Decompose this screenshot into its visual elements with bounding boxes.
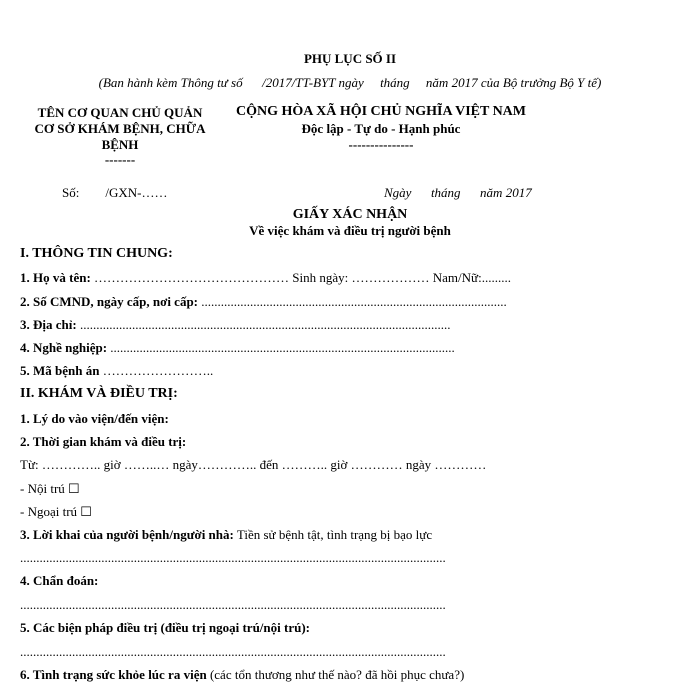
- section-2-heading: II. KHÁM VÀ ĐIỀU TRỊ:: [20, 386, 178, 401]
- nation-motto: Độc lập - Tự do - Hạnh phúc: [301, 121, 461, 136]
- record-label: 5. Mã bệnh án: [20, 363, 100, 378]
- treatment-label: 5. Các biện pháp điều trị (điều trị ngoại trú/nội trú):: [20, 620, 310, 635]
- gender-label: Nam/Nữ:.........: [432, 270, 511, 285]
- agency-rule: -------: [104, 152, 136, 167]
- record-dots: ……………………..: [99, 363, 214, 378]
- agency-line-3: BỆNH: [101, 137, 139, 152]
- document-date: Ngày tháng năm 2017: [384, 185, 532, 200]
- job-dots: ..........................................................................................................: [107, 340, 455, 355]
- time-line: Từ: ………….. giờ ……..… ngày………….. đến ……….. giờ ………… ngày …………: [20, 457, 487, 472]
- nation-name: CỘNG HÒA XÃ HỘI CHỦ NGHĨA VIỆT NAM: [235, 104, 526, 119]
- id-dots: ..............................................................................................: [198, 294, 507, 309]
- dob-label: Sinh ngày:: [292, 270, 349, 285]
- outpatient-option[interactable]: - Ngoại trú ☐: [20, 504, 92, 519]
- nation-rule: ---------------: [348, 137, 414, 152]
- document-subtitle: Về việc khám và điều trị người bệnh: [249, 223, 451, 238]
- discharge-label: 6. Tình trạng sức khỏe lúc ra viện: [20, 667, 207, 682]
- inpatient-option[interactable]: - Nội trú ☐: [20, 481, 80, 496]
- reason-label: 1. Lý do vào viện/đến viện:: [20, 411, 169, 426]
- name-label: 1. Họ và tên:: [20, 270, 91, 285]
- field-statement: [20, 527, 432, 543]
- field-discharge: [20, 667, 464, 683]
- name-dots: ………………………………………: [90, 270, 293, 285]
- time-label: 2. Thời gian khám và điều trị:: [20, 434, 187, 449]
- field-record-number: [20, 363, 213, 379]
- issued-note: (Ban hành kèm Thông tư số /2017/TT-BYT ngày tháng năm 2017 của Bộ trưởng Bộ Y tế): [98, 75, 602, 90]
- discharge-text: (các tổn thương như thế nào? đã hồi phục chưa?): [206, 667, 465, 682]
- dob-dots: ………………: [348, 270, 433, 285]
- document-number: Số: /GXN-……: [62, 185, 168, 200]
- address-dots: ..................................................................................................................: [76, 317, 451, 332]
- id-label: 2. Số CMND, ngày cấp, nơi cấp:: [20, 294, 199, 309]
- field-address: [20, 317, 450, 333]
- appendix-title: PHỤ LỤC SỐ II: [303, 51, 397, 66]
- diagnosis-label: 4. Chẩn đoán:: [20, 573, 99, 588]
- section-1-heading: I. THÔNG TIN CHUNG:: [20, 246, 173, 261]
- statement-text: Tiền sử bệnh tật, tình trạng bị bạo lực: [233, 527, 433, 542]
- statement-label: 3. Lời khai của người bệnh/người nhà:: [20, 527, 234, 542]
- statement-dots: ...................................................................................................................................: [20, 550, 446, 565]
- treatment-dots: ...................................................................................................................................: [20, 644, 446, 659]
- address-label: 3. Địa chỉ:: [20, 317, 77, 332]
- job-label: 4. Nghề nghiệp:: [20, 340, 108, 355]
- field-occupation: [20, 340, 455, 356]
- document-title: GIẤY XÁC NHẬN: [292, 207, 408, 222]
- agency-line-1: TÊN CƠ QUAN CHỦ QUẢN: [37, 105, 203, 120]
- diagnosis-dots: ...................................................................................................................................: [20, 597, 446, 612]
- field-full-name: [20, 270, 511, 286]
- agency-line-2: CƠ SỞ KHÁM BỆNH, CHỮA: [34, 121, 206, 136]
- field-id-card: [20, 294, 507, 310]
